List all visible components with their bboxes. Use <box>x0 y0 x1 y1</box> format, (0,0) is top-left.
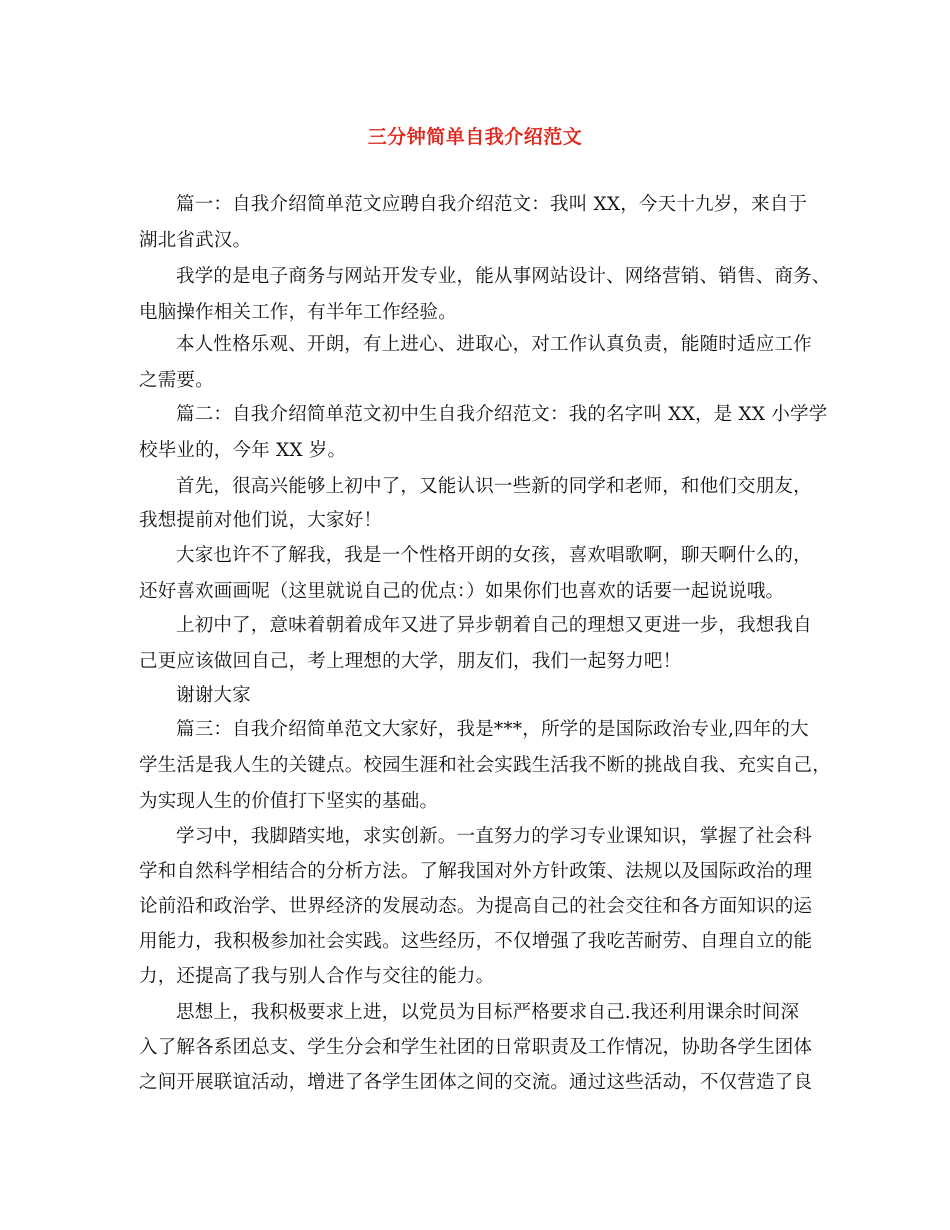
paragraph-line: 篇一：自我介绍简单范文应聘自我介绍范文：我叫 XX，今天十九岁，来自于 <box>176 194 808 215</box>
paragraph-line: 己更应该做回自己，考上理想的大学，朋友们，我们一起努力吧！ <box>139 651 682 672</box>
paragraph-line: 我学的是电子商务与网站开发专业，能从事网站设计、网络营销、销售、商务、 <box>176 266 831 287</box>
paragraph-line: 为实现人生的价值打下坚实的基础。 <box>139 791 439 812</box>
paragraph-line: 校毕业的，今年 XX 岁。 <box>139 440 347 461</box>
paragraph-line: 学习中，我脚踏实地，求实创新。一直努力的学习专业课知识，掌握了社会科 <box>176 826 812 847</box>
paragraph-line: 谢谢大家 <box>176 685 251 706</box>
document-title: 三分钟简单自我介绍范文 <box>367 126 583 148</box>
paragraph-line: 我想提前对他们说，大家好！ <box>139 510 383 531</box>
paragraph-line: 论前沿和政治学、世界经济的发展动态。为提高自己的社会交往和各方面知识的运 <box>139 896 813 917</box>
paragraph-line: 本人性格乐观、开朗，有上进心、进取心，对工作认真负责，能随时适应工作 <box>176 334 812 355</box>
paragraph-line: 力，还提高了我与别人合作与交往的能力。 <box>139 966 495 987</box>
paragraph-line: 思想上，我积极要求上进，以党员为目标严格要求自己.我还利用课余时间深 <box>176 1002 800 1023</box>
paragraph-line: 上初中了，意味着朝着成年又进了异步朝着自己的理想又更进一步，我想我自 <box>176 615 812 636</box>
paragraph-line: 之需要。 <box>139 370 214 391</box>
paragraph-line: 入了解各系团总支、学生分会和学生社团的日常职责及工作情况，协助各学生团体 <box>139 1037 813 1058</box>
paragraph-line: 用能力，我积极参加社会实践。这些经历，不仅增强了我吃苦耐劳、自理自立的能 <box>139 931 813 952</box>
paragraph-line: 学和自然科学相结合的分析方法。了解我国对外方针政策、法规以及国际政治的理 <box>139 861 813 882</box>
paragraph-line: 篇三：自我介绍简单范文大家好，我是***，所学的是国际政治专业,四年的大 <box>176 719 809 740</box>
paragraph-line: 湖北省武汉。 <box>139 230 252 251</box>
paragraph-line: 篇二：自我介绍简单范文初中生自我介绍范文：我的名字叫 XX，是 XX 小学学 <box>176 404 828 425</box>
paragraph-line: 电脑操作相关工作，有半年工作经验。 <box>139 302 457 323</box>
paragraph-line: 还好喜欢画画呢（这里就说自己的优点：）如果你们也喜欢的话要一起说说哦。 <box>139 581 785 602</box>
paragraph-line: 学生活是我人生的关键点。校园生涯和社会实践生活我不断的挑战自我、充实自己， <box>139 755 831 776</box>
paragraph-line: 之间开展联谊活动，增进了各学生团体之间的交流。通过这些活动，不仅营造了良 <box>139 1072 813 1093</box>
paragraph-line: 大家也许不了解我，我是一个性格开朗的女孩，喜欢唱歌啊，聊天啊什么的， <box>176 545 812 566</box>
paragraph-line: 首先，很高兴能够上初中了，又能认识一些新的同学和老师，和他们交朋友， <box>176 476 812 497</box>
